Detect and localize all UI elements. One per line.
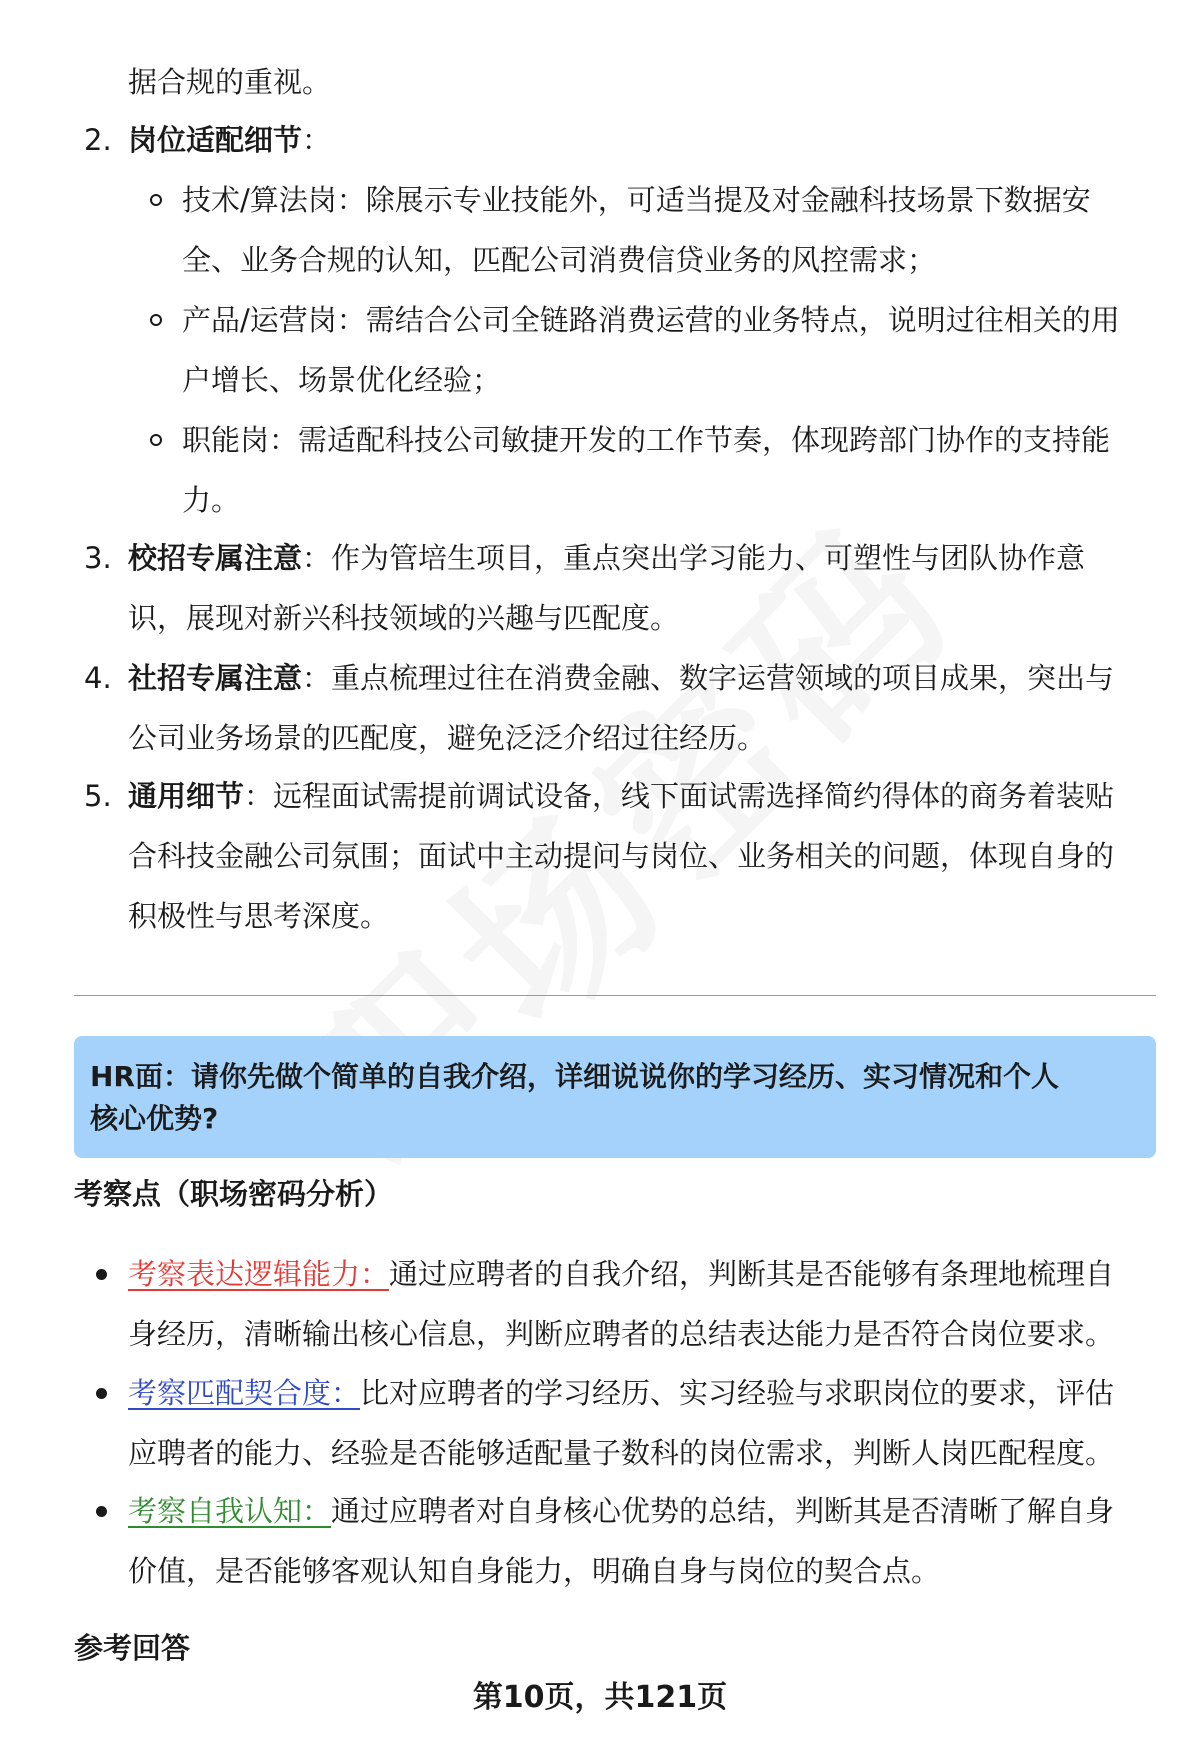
sub-item-product: [150, 290, 1150, 410]
item-number: 2.: [84, 123, 112, 157]
item-colon: ：: [302, 123, 332, 157]
hr-question-line: HR面：请你先做个简单的自我介绍，详细说说你的学习经历、实习情况和个人: [90, 1060, 1059, 1093]
item-text: 识，展现对新兴科技领域的兴趣与匹配度。: [128, 601, 680, 635]
item-title: 社招专属注意: [128, 661, 303, 695]
analysis-point-label: 考察匹配契合度：: [128, 1376, 361, 1410]
numbered-item-3: [84, 528, 1164, 648]
item-number: 4.: [84, 661, 112, 695]
analysis-point-text: 通过应聘者的自我介绍，判断其是否能够有条理地梳理自: [389, 1257, 1115, 1291]
analysis-point-expression: [96, 1244, 1156, 1364]
item-colon: ：: [244, 779, 274, 813]
item-colon: ：: [302, 541, 332, 575]
hollow-bullet-icon: [150, 434, 162, 446]
hollow-bullet-icon: [150, 314, 162, 326]
bullet-dot-icon: [96, 1269, 107, 1280]
analysis-point-label: 考察表达逻辑能力：: [128, 1257, 390, 1291]
numbered-item-4: [84, 648, 1164, 768]
analysis-heading: 考察点（职场密码分析）: [74, 1177, 394, 1211]
item-text: 远程面试需提前调试设备，线下面试需选择简约得体的商务着装贴: [273, 779, 1115, 813]
analysis-point-text: 比对应聘者的学习经历、实习经验与求职岗位的要求，评估: [360, 1376, 1115, 1410]
item-text: 公司业务场景的匹配度，避免泛泛介绍过往经历。: [128, 721, 767, 755]
sub-item-line: 产品/运营岗：需结合公司全链路消费运营的业务特点，说明过往相关的用: [182, 303, 1120, 337]
numbered-item-2: [84, 110, 1164, 170]
sub-item-function: [150, 410, 1150, 530]
page-number-footer: 第10页，共121页: [472, 1680, 728, 1715]
analysis-point-match: [96, 1363, 1156, 1483]
sub-item-line: 户增长、场景优化经验；: [182, 363, 502, 397]
answer-heading: 参考回答: [74, 1631, 191, 1665]
item-text: 积极性与思考深度。: [128, 899, 390, 933]
item-text: 合科技金融公司氛围；面试中主动提问与岗位、业务相关的问题，体现自身的: [128, 839, 1115, 873]
item-title: 校招专属注意: [128, 541, 303, 575]
continuation-text: 据合规的重视。: [128, 65, 332, 99]
item-text: 作为管培生项目，重点突出学习能力、可塑性与团队协作意: [331, 541, 1086, 575]
item-colon: ：: [302, 661, 332, 695]
item-number: 5.: [84, 779, 112, 813]
analysis-point-label: 考察自我认知：: [128, 1494, 332, 1528]
analysis-point-self-awareness: [96, 1481, 1156, 1601]
analysis-point-text: 价值，是否能够客观认知自身能力，明确自身与岗位的契合点。: [128, 1554, 941, 1588]
sub-item-line: 全、业务合规的认知，匹配公司消费信贷业务的风控需求；: [182, 243, 937, 277]
hollow-bullet-icon: [150, 194, 162, 206]
item-title: 岗位适配细节: [128, 123, 303, 157]
sub-item-line: 力。: [182, 483, 241, 517]
sub-item-line: 技术/算法岗：除展示专业技能外，可适当提及对金融科技场景下数据安: [182, 183, 1091, 217]
item-text: 重点梳理过往在消费金融、数字运营领域的项目成果，突出与: [331, 661, 1115, 695]
section-divider: [74, 995, 1156, 996]
analysis-point-text: 通过应聘者对自身核心优势的总结，判断其是否清晰了解自身: [331, 1494, 1115, 1528]
item-title: 通用细节: [128, 779, 245, 813]
sub-item-line: 职能岗：需适配科技公司敏捷开发的工作节奏，体现跨部门协作的支持能: [182, 423, 1111, 457]
bullet-dot-icon: [96, 1388, 107, 1399]
analysis-point-text: 身经历，清晰输出核心信息，判断应聘者的总结表达能力是否符合岗位要求。: [128, 1317, 1115, 1351]
hr-question-box: [74, 1036, 1156, 1158]
numbered-item-5: [84, 766, 1164, 946]
sub-item-tech: [150, 170, 1150, 290]
hr-question-line: 核心优势?: [90, 1102, 219, 1135]
analysis-point-text: 应聘者的能力、经验是否能够适配量子数科的岗位需求，判断人岗匹配程度。: [128, 1436, 1115, 1470]
item-number: 3.: [84, 541, 112, 575]
bullet-dot-icon: [96, 1506, 107, 1517]
